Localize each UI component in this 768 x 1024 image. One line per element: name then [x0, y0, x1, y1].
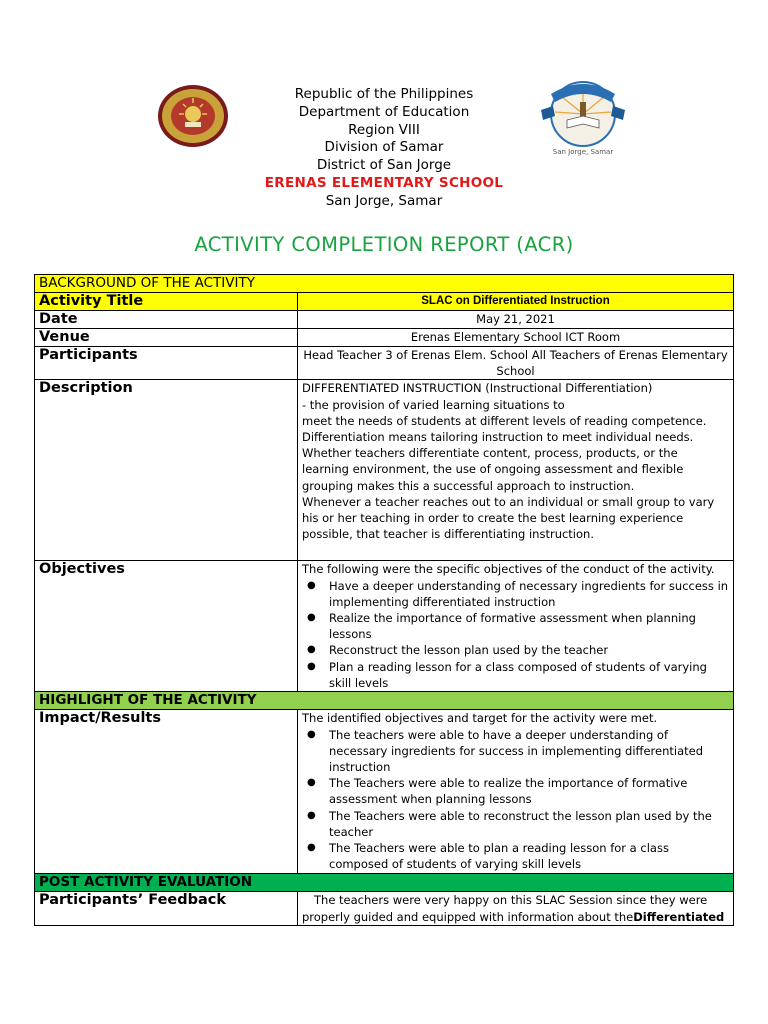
- feedback-text: The teachers were very happy on this SLAC Session since they were properly guided and equipped with information about the: [302, 893, 708, 924]
- venue-label: Venue: [35, 329, 298, 347]
- impact-value: [298, 710, 734, 874]
- impact-list: [302, 727, 729, 873]
- activity-title-label: Activity Title: [35, 293, 298, 311]
- school-location: San Jorge, Samar: [325, 192, 443, 209]
- description-line: Whether teachers differentiate content, process, products, or the: [302, 446, 678, 461]
- description-line: his or her teaching in order to create the best learning experience: [302, 511, 684, 526]
- venue-value: Erenas Elementary School ICT Room: [298, 329, 734, 347]
- list-item: ● The teachers were able to have a deeper understanding of necessary ingredients for success in implementing differentiated instruction: [302, 727, 729, 776]
- list-item: ● Have a deeper understanding of necessary ingredients for success in implementing differentiated instruction: [302, 578, 729, 610]
- feedback-value: [298, 892, 734, 925]
- list-item: ● The Teachers were able to reconstruct the lesson plan used by the teacher: [302, 808, 729, 840]
- acr-table: [34, 274, 734, 926]
- participants-value: Head Teacher 3 of Erenas Elem. School All Teachers of Erenas Elementary School: [298, 347, 734, 380]
- letterhead-line-republic: Republic of the Philippines: [294, 86, 474, 102]
- objectives-list: [302, 578, 729, 691]
- letterhead-line-division: Division of Samar: [324, 139, 444, 156]
- description-line: possible, that teacher is differentiating instruction.: [302, 527, 594, 542]
- letterhead-line-department: Department of Education: [298, 103, 470, 120]
- section-background: BACKGROUND OF THE ACTIVITY: [35, 275, 734, 293]
- list-item: ● The Teachers were able to plan a reading lesson for a class composed of students of varying skill levels: [302, 840, 729, 872]
- school-name: ERENAS ELEMENTARY SCHOOL: [264, 174, 504, 191]
- description-line: grouping makes this a successful approach to instruction.: [302, 478, 635, 493]
- description-line: DIFFERENTIATED INSTRUCTION (Instructional Differentiation): [302, 381, 653, 396]
- description-label: Description: [35, 380, 298, 561]
- date-value: May 21, 2021: [298, 311, 734, 329]
- description-line: Differentiation means tailoring instruction to meet individual needs.: [302, 430, 694, 445]
- description-line: learning environment, the use of ongoing assessment and flexible: [302, 462, 684, 477]
- list-item: ● Realize the importance of formative assessment when planning lessons: [302, 610, 729, 642]
- letterhead: [0, 86, 768, 211]
- section-highlight: HIGHLIGHT OF THE ACTIVITY: [35, 692, 734, 710]
- date-label: Date: [35, 311, 298, 329]
- feedback-label: Participants’ Feedback: [35, 892, 298, 925]
- report-title: ACTIVITY COMPLETION REPORT (ACR): [194, 233, 574, 256]
- description-line: Whenever a teacher reaches out to an individual or small group to vary: [302, 494, 715, 509]
- list-item: ● The Teachers were able to realize the importance of formative assessment when planning lessons: [302, 775, 729, 807]
- section-post-activity: POST ACTIVITY EVALUATION: [35, 874, 734, 892]
- letterhead-line-region: Region VIII: [348, 121, 420, 138]
- description-line: meet the needs of students at different levels of reading competence.: [302, 413, 707, 428]
- impact-label: Impact/Results: [35, 710, 298, 874]
- impact-intro: The identified objectives and target for the activity were met.: [302, 711, 658, 726]
- feedback-bold-tail: Differentiated: [633, 909, 725, 924]
- description-value: [298, 380, 734, 561]
- letterhead-line-district: District of San Jorge: [316, 157, 452, 174]
- seal-caption: San Jorge, Samar: [552, 148, 614, 156]
- activity-title-value: SLAC on Differentiated Instruction: [298, 293, 734, 311]
- list-item: ● Plan a reading lesson for a class composed of students of varying skill levels: [302, 659, 729, 691]
- description-line: - the provision of varied learning situations to: [302, 397, 565, 412]
- objectives-value: [298, 561, 734, 692]
- participants-label: Participants: [35, 347, 298, 380]
- objectives-label: Objectives: [35, 561, 298, 692]
- list-item: ● Reconstruct the lesson plan used by the teacher: [302, 642, 729, 658]
- objectives-intro: The following were the specific objectives of the conduct of the activity.: [302, 562, 715, 577]
